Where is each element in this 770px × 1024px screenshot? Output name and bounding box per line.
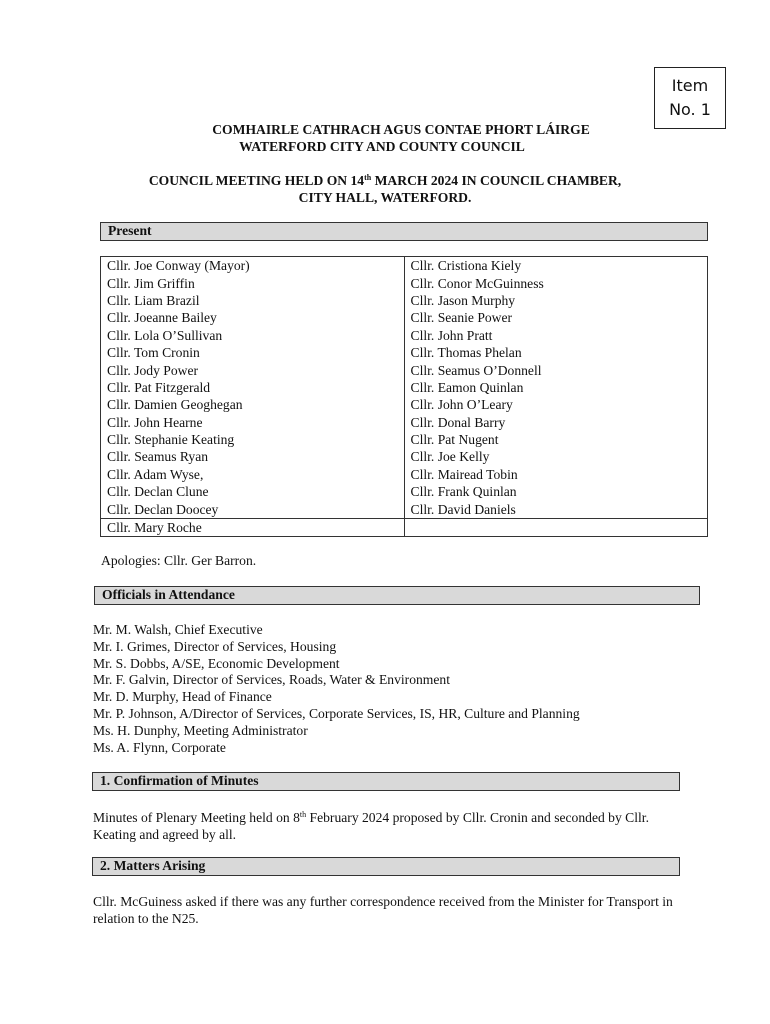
table-row — [101, 327, 708, 344]
member-name: Cllr. Liam Brazil — [101, 292, 405, 309]
member-name: Cllr. Seamus O’Donnell — [404, 361, 708, 378]
member-name: Cllr. Damien Geoghegan — [101, 396, 405, 413]
meeting-title-part: MARCH 2024 IN COUNCIL CHAMBER, — [371, 173, 622, 188]
member-name — [404, 518, 708, 536]
member-name: Cllr. Seanie Power — [404, 309, 708, 326]
section-1-text-sup: th — [299, 810, 307, 819]
member-name: Cllr. Jim Griffin — [101, 274, 405, 291]
member-name: Cllr. Frank Quinlan — [404, 483, 708, 500]
official-entry: Mr. P. Johnson, A/Director of Services, Corporate Services, IS, HR, Culture and Planning — [93, 705, 580, 721]
member-name: Cllr. Tom Cronin — [101, 344, 405, 361]
table-row — [101, 466, 708, 483]
member-name: Cllr. Conor McGuinness — [404, 274, 708, 291]
official-entry: Mr. S. Dobbs, A/SE, Economic Development — [93, 655, 340, 671]
member-name: Cllr. Lola O’Sullivan — [101, 327, 405, 344]
meeting-title-sup: th — [364, 173, 372, 182]
member-name: Cllr. Joe Kelly — [404, 448, 708, 465]
official-entry: Mr. F. Galvin, Director of Services, Roads, Water & Environment — [93, 672, 450, 688]
table-row — [101, 483, 708, 500]
section-2-text: Cllr. McGuiness asked if there was any further correspondence received from the Minister for Transport in relation to the N25. — [93, 894, 673, 926]
member-name: Cllr. Pat Fitzgerald — [101, 379, 405, 396]
table-row — [101, 396, 708, 413]
member-name: Cllr. Eamon Quinlan — [404, 379, 708, 396]
member-name: Cllr. Declan Doocey — [101, 500, 405, 518]
table-row — [101, 379, 708, 396]
member-name: Cllr. Pat Nugent — [404, 431, 708, 448]
table-row — [101, 414, 708, 431]
section-1-text — [93, 806, 693, 843]
members-present-table — [100, 256, 708, 537]
member-name: Cllr. Cristiona Kiely — [404, 257, 708, 275]
member-name: Cllr. Jason Murphy — [404, 292, 708, 309]
official-entry: Ms. A. Flynn, Corporate — [93, 739, 226, 755]
member-name: Cllr. Declan Clune — [101, 483, 405, 500]
member-name: Cllr. Mary Roche — [101, 518, 405, 536]
member-name: Cllr. David Daniels — [404, 500, 708, 518]
table-row — [101, 431, 708, 448]
table-row — [101, 518, 708, 536]
member-name: Cllr. Adam Wyse, — [101, 466, 405, 483]
table-row — [101, 448, 708, 465]
item-label: Item — [671, 76, 709, 95]
council-name-english: WATERFORD CITY AND COUNTY COUNCIL — [239, 139, 525, 154]
member-name: Cllr. Thomas Phelan — [404, 344, 708, 361]
meeting-title — [0, 173, 770, 189]
member-name: Cllr. John Pratt — [404, 327, 708, 344]
member-name: Cllr. Joe Conway (Mayor) — [101, 257, 405, 275]
member-name: Cllr. Donal Barry — [404, 414, 708, 431]
member-name: Cllr. Mairead Tobin — [404, 466, 708, 483]
member-name: Cllr. Stephanie Keating — [101, 431, 405, 448]
present-heading: Present — [100, 222, 708, 241]
table-row — [101, 344, 708, 361]
member-name: Cllr. John Hearne — [101, 414, 405, 431]
member-name: Cllr. John O’Leary — [404, 396, 708, 413]
table-row — [101, 500, 708, 518]
table-row — [101, 257, 708, 275]
officials-list — [93, 622, 580, 756]
item-number: No. 1 — [669, 100, 711, 119]
meeting-location: CITY HALL, WATERFORD. — [298, 190, 472, 205]
member-name: Cllr. Jody Power — [101, 361, 405, 378]
official-entry: Mr. M. Walsh, Chief Executive — [93, 622, 263, 637]
item-number-box — [654, 67, 726, 129]
meeting-title-part: COUNCIL MEETING HELD ON 14 — [148, 173, 365, 188]
official-entry: Mr. D. Murphy, Head of Finance — [93, 689, 272, 705]
member-name: Cllr. Seamus Ryan — [101, 448, 405, 465]
table-row — [101, 274, 708, 291]
table-row — [101, 309, 708, 326]
member-name: Cllr. Joeanne Bailey — [101, 309, 405, 326]
council-name-irish: COMHAIRLE CATHRACH AGUS CONTAE PHORT LÁIRGE — [212, 122, 590, 137]
section-2-heading: 2. Matters Arising — [92, 857, 680, 876]
section-1-heading: 1. Confirmation of Minutes — [92, 772, 680, 791]
section-1-text-part: February 2024 proposed by Cllr. Cronin and seconded by Cllr. Keating and agreed by all. — [93, 810, 649, 842]
section-1-text-part: Minutes of Plenary Meeting held on 8 — [93, 810, 300, 825]
table-row — [101, 292, 708, 309]
official-entry: Ms. H. Dunphy, Meeting Administrator — [93, 722, 308, 738]
apologies: Apologies: Cllr. Ger Barron. — [101, 553, 257, 568]
officials-heading: Officials in Attendance — [94, 586, 700, 605]
table-row — [101, 361, 708, 378]
official-entry: Mr. I. Grimes, Director of Services, Housing — [93, 638, 337, 654]
